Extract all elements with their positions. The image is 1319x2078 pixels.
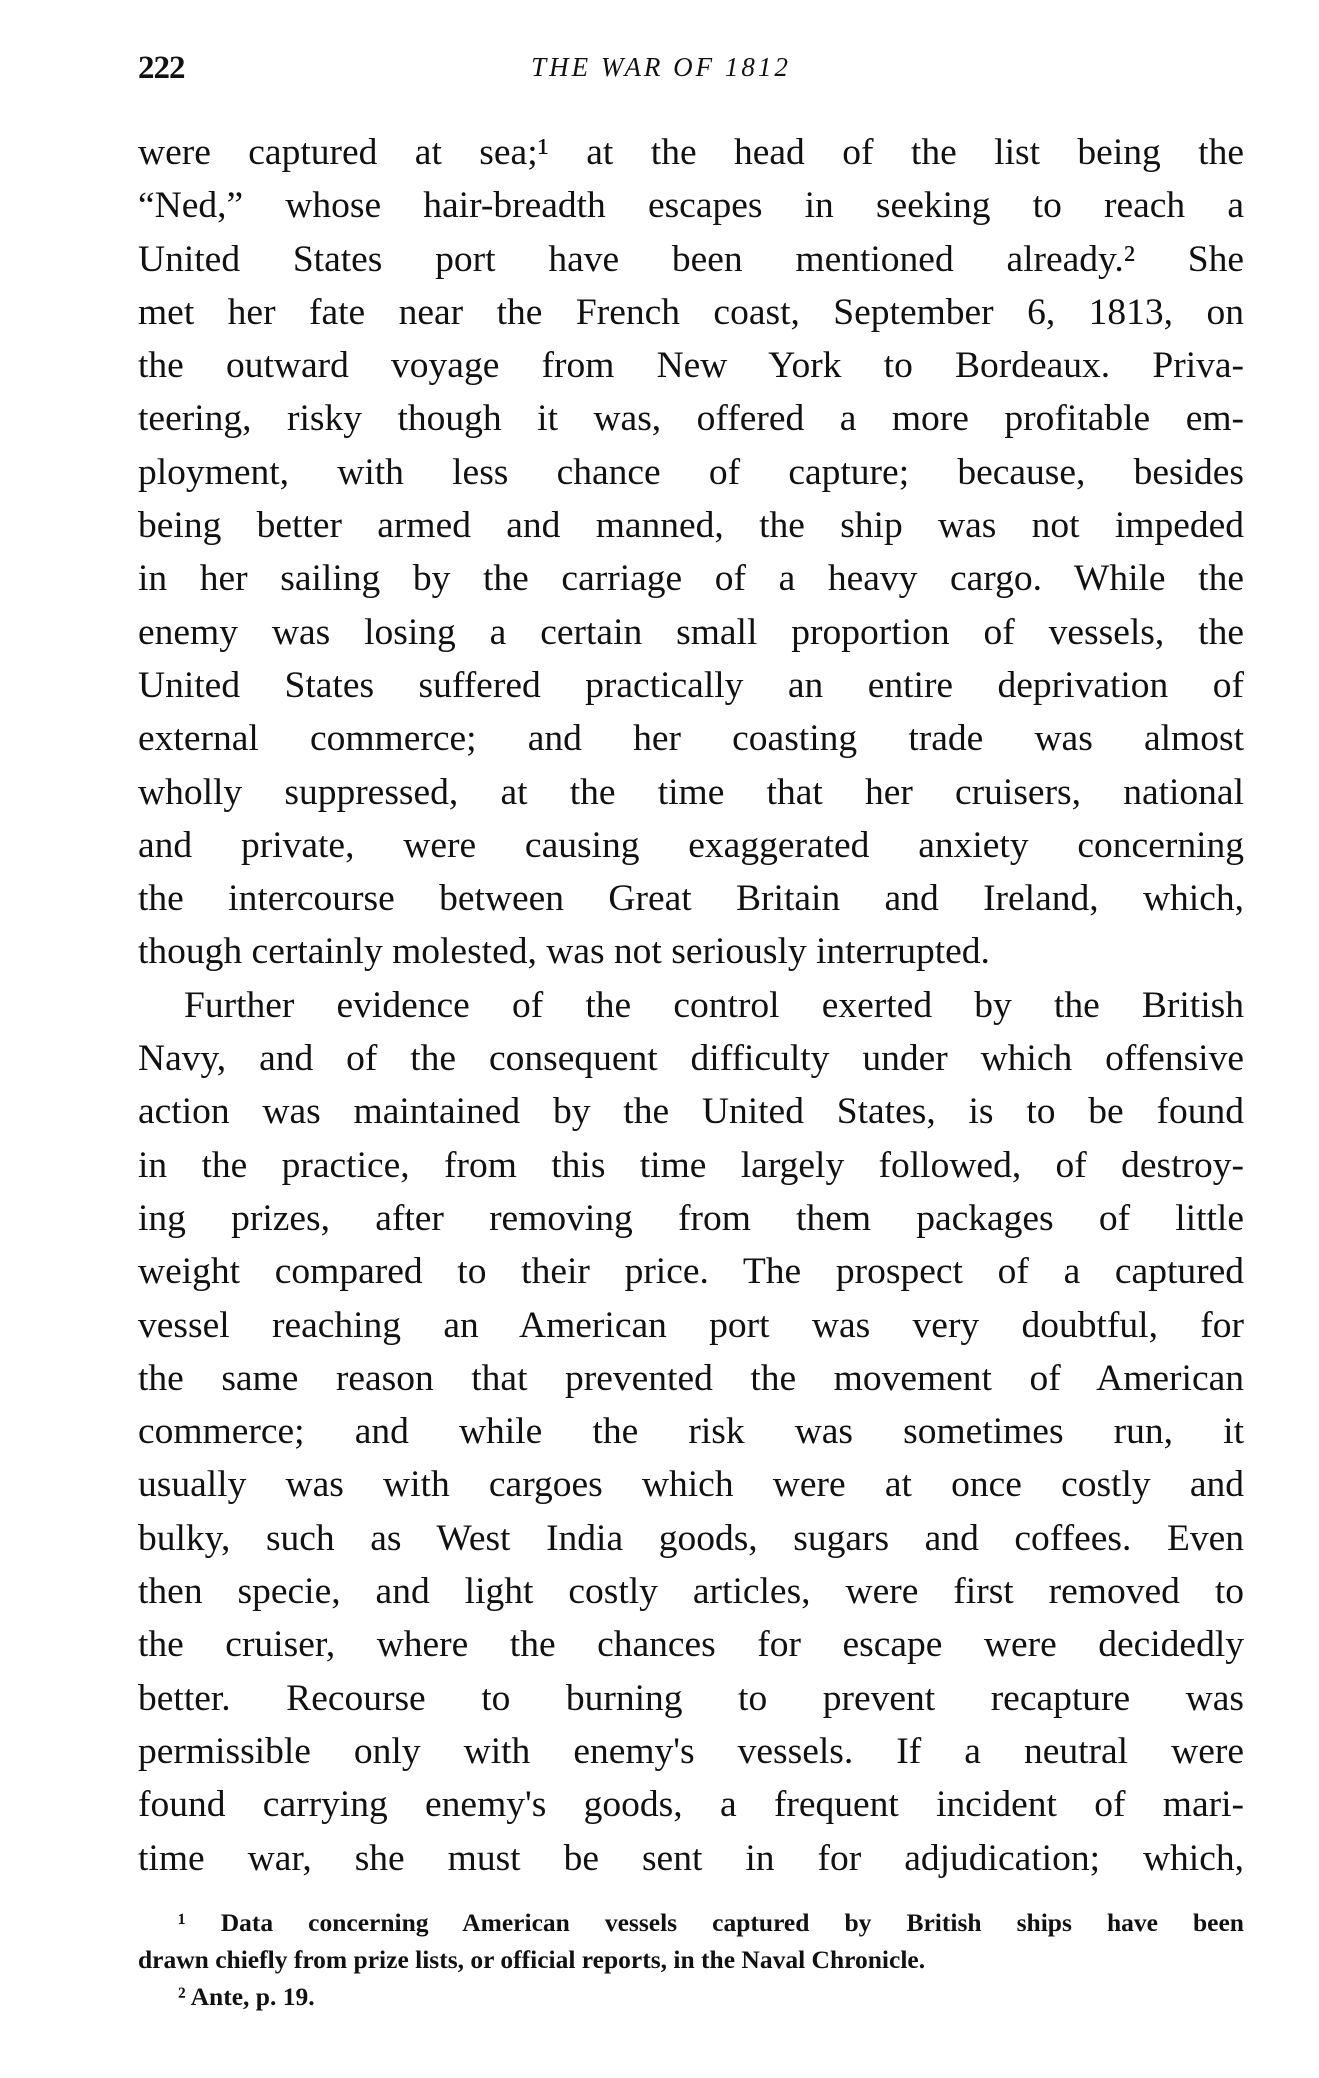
text-line: the same reason that prevented the movement of American [138, 1357, 1244, 1399]
body-text [138, 126, 1244, 1885]
text-line: action was maintained by the United States, is to be found [138, 1091, 1244, 1133]
text-line: the outward voyage from New York to Bordeaux. Priva- [138, 345, 1244, 387]
paragraph [138, 979, 1244, 1885]
text-line: Further evidence of the control exerted by the British [184, 984, 1244, 1026]
text-line: permissible only with enemy's vessels. If a neutral were [138, 1730, 1244, 1772]
text-line: teering, risky though it was, offered a more profitable em- [138, 398, 1244, 440]
text-line: in the practice, from this time largely followed, of destroy- [138, 1144, 1244, 1186]
text-line: bulky, such as West India goods, sugars and coffees. Even [138, 1517, 1244, 1559]
footnote-2: ² Ante, p. 19. [178, 1982, 315, 2011]
text-line: commerce; and while the risk was sometimes run, it [138, 1411, 1244, 1453]
footnotes [138, 1904, 1244, 2015]
page-number: 222 [138, 50, 185, 86]
text-line: external commerce; and her coasting trade was almost [138, 718, 1244, 760]
text-line: were captured at sea;¹ at the head of the list being the [138, 132, 1244, 173]
footnote-1-line-2: drawn chiefly from prize lists, or official reports, in the Naval Chronicle. [138, 1945, 926, 1974]
text-line: found carrying enemy's goods, a frequent incident of mari- [138, 1784, 1244, 1826]
text-line: weight compared to their price. The prospect of a captured [138, 1251, 1244, 1293]
text-line: the intercourse between Great Britain and Ireland, which, [138, 878, 1244, 920]
footnote-1-line-1: ¹ Data concerning American vessels captured by British ships have been [178, 1908, 1244, 1937]
text-line: ployment, with less chance of capture; because, besides [138, 451, 1244, 493]
text-line: being better armed and manned, the ship was not impeded [138, 505, 1244, 547]
text-line: and private, were causing exaggerated anxiety concerning [138, 824, 1244, 866]
running-title: THE WAR OF 1812 [531, 52, 791, 82]
text-line: better. Recourse to burning to prevent recapture was [138, 1677, 1244, 1719]
text-line: United States suffered practically an entire deprivation of [138, 664, 1244, 706]
text-line: in her sailing by the carriage of a heavy cargo. While the [138, 558, 1244, 600]
text-line: enemy was losing a certain small proportion of vessels, the [138, 611, 1244, 653]
text-line: met her fate near the French coast, September 6, 1813, on [138, 291, 1244, 333]
page-header [138, 50, 1244, 90]
text-line: Navy, and of the consequent difficulty under which offensive [138, 1038, 1244, 1080]
paragraph [138, 126, 1244, 979]
text-line: time war, she must be sent in for adjudication; which, [138, 1837, 1244, 1879]
text-line: though certainly molested, was not seriously interrupted. [138, 931, 990, 973]
text-line: usually was with cargoes which were at once costly and [138, 1464, 1244, 1506]
text-line: wholly suppressed, at the time that her cruisers, national [138, 771, 1244, 813]
text-line: then specie, and light costly articles, were first removed to [138, 1571, 1244, 1613]
text-line: vessel reaching an American port was very doubtful, for [138, 1304, 1244, 1346]
text-line: United States port have been mentioned already.² She [138, 238, 1244, 280]
text-line: “Ned,” whose hair-breadth escapes in seeking to reach a [138, 185, 1244, 227]
text-line: the cruiser, where the chances for escape were decidedly [138, 1624, 1244, 1666]
text-line: ing prizes, after removing from them packages of little [138, 1197, 1244, 1239]
